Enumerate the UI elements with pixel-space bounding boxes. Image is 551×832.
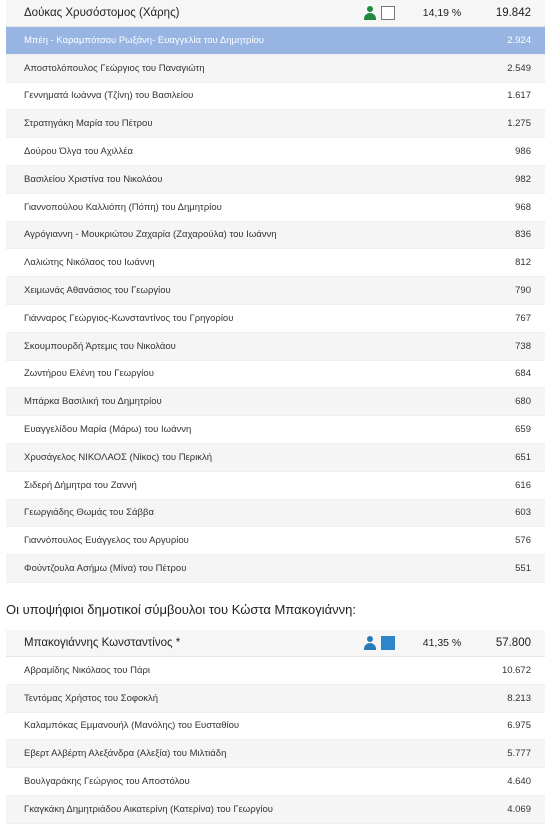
councillor-votes: 1.275 bbox=[507, 118, 531, 130]
councillor-row[interactable] bbox=[6, 222, 545, 250]
councillor-votes: 6.975 bbox=[507, 720, 531, 732]
councillor-name: Αποστολόπουλος Γεώργιος του Παναγιώτη bbox=[24, 62, 205, 74]
councillor-name: Σιδερή Δήμητρα του Ζαννή bbox=[24, 479, 137, 491]
councillor-votes: 8.213 bbox=[507, 692, 531, 704]
councillor-row[interactable] bbox=[6, 138, 545, 166]
councillor-row[interactable] bbox=[6, 194, 545, 222]
councillor-votes: 551 bbox=[515, 563, 531, 575]
councillor-votes: 680 bbox=[515, 396, 531, 408]
councillor-row[interactable] bbox=[6, 796, 545, 824]
councillor-row[interactable] bbox=[6, 500, 545, 528]
councillor-row[interactable] bbox=[6, 555, 545, 583]
councillor-name: Γιαννοπούλου Καλλιόπη (Πόπη) του Δημητρίου bbox=[24, 201, 222, 213]
councillor-name: Λαλιώτης Νικόλαος του Ιωάννη bbox=[24, 257, 155, 269]
councillor-votes: 616 bbox=[515, 479, 531, 491]
section-caption: Οι υποψήφιοι δημοτικοί σύμβουλοι του Κώστα Μπακογιάννη: bbox=[6, 602, 356, 617]
councillor-name: Βασιλείου Χριστίνα του Νικολάου bbox=[24, 173, 163, 185]
councillor-name: Μπέη - Καραμπότσου Ρωξάνη- Ευαγγελία του Δημητρίου bbox=[24, 34, 264, 46]
councillor-votes: 576 bbox=[515, 535, 531, 547]
candidate-header-row bbox=[6, 0, 545, 27]
checkbox-empty-icon[interactable] bbox=[381, 6, 395, 20]
councillor-votes: 738 bbox=[515, 340, 531, 352]
councillor-name: Χρυσάγελος ΝΙΚΟΛΑΟΣ (Νίκος) του Περικλή bbox=[24, 451, 213, 463]
councillor-name: Βουλγαράκης Γεώργιος του Αποστόλου bbox=[24, 776, 190, 788]
councillor-row[interactable] bbox=[6, 110, 545, 138]
councillor-row[interactable] bbox=[6, 768, 545, 796]
candidate-name: Δούκας Χρυσόστομος (Χάρης) bbox=[24, 7, 180, 19]
councillor-votes: 603 bbox=[515, 507, 531, 519]
councillor-row[interactable] bbox=[6, 55, 545, 83]
councillor-row[interactable] bbox=[6, 740, 545, 768]
councillor-name: Ζωντήρου Ελένη του Γεωργίου bbox=[24, 368, 154, 380]
councillor-name: Γεννηματά Ιωάννα (Τζίνη) του Βασιλείου bbox=[24, 90, 194, 102]
councillor-row[interactable] bbox=[6, 472, 545, 500]
councillor-votes: 2.549 bbox=[507, 62, 531, 74]
councillor-row[interactable] bbox=[6, 685, 545, 713]
councillor-votes: 4.640 bbox=[507, 776, 531, 788]
candidate-icons bbox=[363, 636, 411, 650]
councillor-row[interactable] bbox=[6, 527, 545, 555]
councillor-votes: 1.617 bbox=[507, 90, 531, 102]
councillor-votes: 968 bbox=[515, 201, 531, 213]
councillor-row[interactable] bbox=[6, 27, 545, 55]
candidate-votes: 57.800 bbox=[495, 637, 531, 649]
councillor-name: Ευαγγελίδου Μαρία (Μάρω) του Ιωάννη bbox=[24, 424, 192, 436]
councillor-row[interactable] bbox=[6, 388, 545, 416]
councillor-list bbox=[6, 657, 545, 824]
councillor-row[interactable] bbox=[6, 277, 545, 305]
councillor-votes: 684 bbox=[515, 368, 531, 380]
councillor-row[interactable] bbox=[6, 361, 545, 389]
councillor-row[interactable] bbox=[6, 657, 545, 685]
councillor-name: Αβραμίδης Νικόλαος του Πάρι bbox=[24, 664, 150, 676]
councillor-row[interactable] bbox=[6, 166, 545, 194]
councillor-votes: 790 bbox=[515, 285, 531, 297]
councillor-name: Γκαγκάκη Δημητριάδου Αικατερίνη (Κατερίνα) του Γεωργίου bbox=[24, 803, 273, 815]
councillor-name: Τεντόμας Χρήστος του Σοφοκλή bbox=[24, 692, 159, 704]
councillor-votes: 4.069 bbox=[507, 803, 531, 815]
councillor-name: Μπάρκα Βασιλική του Δημητρίου bbox=[24, 396, 162, 408]
candidate-icons bbox=[363, 6, 411, 20]
councillor-votes: 812 bbox=[515, 257, 531, 269]
councillor-name: Καλαμπόκας Εμμανουήλ (Μανόλης) του Ευσταθίου bbox=[24, 720, 240, 732]
candidate-votes: 19.842 bbox=[495, 7, 531, 19]
candidate-percent: 14,19 % bbox=[422, 7, 462, 19]
councillor-votes: 10.672 bbox=[501, 664, 531, 676]
candidate-results-block-doukas bbox=[6, 0, 545, 583]
councillor-votes: 659 bbox=[515, 424, 531, 436]
checkbox-filled-icon[interactable] bbox=[381, 636, 395, 650]
councillor-row[interactable] bbox=[6, 83, 545, 111]
councillor-row[interactable] bbox=[6, 333, 545, 361]
councillor-row[interactable] bbox=[6, 249, 545, 277]
councillor-votes: 651 bbox=[515, 451, 531, 463]
councillor-votes: 5.777 bbox=[507, 748, 531, 760]
councillor-name: Στρατηγάκη Μαρία του Πέτρου bbox=[24, 118, 153, 130]
councillor-row[interactable] bbox=[6, 305, 545, 333]
councillor-name: Χειμωνάς Αθανάσιος του Γεωργίου bbox=[24, 285, 171, 297]
councillor-name: Γιάνναρος Γεώργιος-Κωνσταντίνος του Γρηγορίου bbox=[24, 312, 234, 324]
councillor-votes: 986 bbox=[515, 146, 531, 158]
candidate-percent: 41,35 % bbox=[422, 637, 462, 649]
councillor-votes: 982 bbox=[515, 173, 531, 185]
councillor-name: Αγρόγιαννη - Μουκριώτου Ζαχαρία (Ζαχαρούλα) του Ιωάννη bbox=[24, 229, 277, 241]
councillor-row[interactable] bbox=[6, 416, 545, 444]
councillor-row[interactable] bbox=[6, 444, 545, 472]
councillor-name: Εβερτ Αλβέρτη Αλεξάνδρα (Αλεξία) του Μιλτιάδη bbox=[24, 748, 227, 760]
councillor-name: Φούντζουλα Ασήμω (Μίνα) του Πέτρου bbox=[24, 563, 187, 575]
councillor-votes: 2.924 bbox=[507, 34, 531, 46]
councillor-votes: 836 bbox=[515, 229, 531, 241]
councillor-votes: 767 bbox=[515, 312, 531, 324]
person-icon[interactable] bbox=[363, 636, 377, 650]
candidate-header-row bbox=[6, 630, 545, 657]
councillor-row[interactable] bbox=[6, 713, 545, 741]
councillor-name: Δούρου Όλγα του Αχιλλέα bbox=[24, 146, 134, 158]
councillor-list bbox=[6, 27, 545, 583]
councillor-name: Σκουμπουρδή Άρτεμις του Νικολάου bbox=[24, 340, 176, 352]
candidate-name: Μπακογιάννης Κωνσταντίνος * bbox=[24, 637, 181, 649]
candidate-results-block-bakoyannis bbox=[6, 630, 545, 824]
councillor-name: Γιαννόπουλος Ευάγγελος του Αργυρίου bbox=[24, 535, 189, 547]
person-icon[interactable] bbox=[363, 6, 377, 20]
councillor-name: Γεωργιάδης Θωμάς του Σάββα bbox=[24, 507, 154, 519]
